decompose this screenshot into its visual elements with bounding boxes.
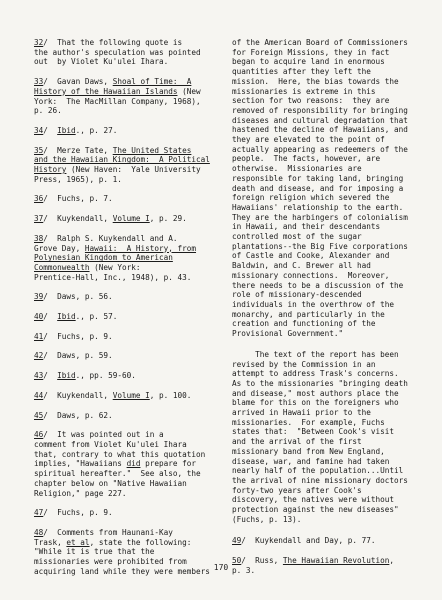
endnote: 37/ Kuykendall, Volume I, p. 29. [34,214,187,224]
endnote: 49/ Kuykendall and Day, p. 77. [232,536,376,546]
commission-response-paragraph: The text of the report has been revised by the Commission in an attempt to address Trask's concerns. As to the missionaries "bringing death and disease," most authors place the blame for this on the foreigners who arrived in Hawaii prior to the missionaries. For example, Fuchs states that: "Between Cook's visit and the arrival of the first missionary band from New England, disease, war, and famine had taken nearly half of the population...Until the arrival of nine missionary doctors forty-two years after Cook's discovery, the natives were without protection against the new diseases" (Fuchs, p. 13). [232,349,408,524]
endnote: 32/ That the following quote is the author's speculation was pointed out by Violet Ku'ulei Ihara. [34,38,201,67]
left-column-notes [34,38,226,586]
endnote: 40/ Ibid., p. 57. [34,312,118,322]
endnote: 34/ Ibid., p. 27. [34,125,118,135]
endnote: 41/ Fuchs, p. 9. [34,331,113,341]
endnote: 47/ Fuchs, p. 9. [34,508,113,518]
endnote: 50/ Russ, The Hawaiian Revolution, p. 3. [232,556,395,575]
quotation-continuation: of the American Board of Commissioners for Foreign Missions, they in fact began to acquire land in enormous quantities after they left the mission. Here, the bias towards the missionaries is extreme in this section for two reasons: they are removed of responsibility for bringing diseases and cultural degradation that hastened the decline of Hawaiians, and they are elevated to the point of actually appearing as redeemers of the people. The facts, however, are otherwise. Missionaries are responsible for taking land, bringing death and disease, and for imposing a foreign religion which severed the Hawaiians' relationship to the earth. They are the harbingers of colonialism in Hawaii, and their descendants controlled most of the sugar plantations--the Big Five corporations of Castle and Cooke, Alexander and Baldwin, and C. Brewer all had missionary connections. Moreover, there needs to be a discussion of the role of missionary-descended individuals in the overthrow of the monarchy, and particularly in the creation and functioning of the Provisional Government." [232,38,408,339]
endnote: 42/ Daws, p. 59. [34,351,113,361]
endnote: 44/ Kuykendall, Volume I, p. 100. [34,390,192,400]
endnote: 48/ Comments from Haunani-Kay Trask, et al, state the following: "While it is true that the missionaries were prohibited from acquiring land while they were members [34,527,210,576]
endnote: 46/ It was pointed out in a comment from Violet Ku'ulei Ihara that, contrary to what this quotation implies, "Hawaiians did prepare for spiritual hereafter." See also, the chapter below on "Native Hawaiian Religion," page 227. [34,430,206,498]
endnote: 43/ Ibid., pp. 59-60. [34,371,136,381]
endnote: 33/ Gavan Daws, Shoal of Time: A History of the Hawaiian Islands (New York: The MacMillan Company, 1968), p. 26. [34,77,201,116]
endnote: 35/ Merze Tate, The United States and the Hawaiian Kingdom: A Political History (New Haven: Yale University Press, 1965), p. 1. [34,145,210,184]
right-column-text [232,38,422,586]
endnote: 39/ Daws, p. 56. [34,292,113,302]
endnote: 45/ Daws, p. 62. [34,410,113,420]
page-number: 170 [213,563,229,572]
endnote: 38/ Ralph S. Kuykendall and A. Grove Day, Hawaii: A History, from Polynesian Kingdom to American Commonwealth (New York: Prentice-Hall, Inc., 1948), p. 43. [34,233,197,282]
endnote: 36/ Fuchs, p. 7. [34,194,113,204]
